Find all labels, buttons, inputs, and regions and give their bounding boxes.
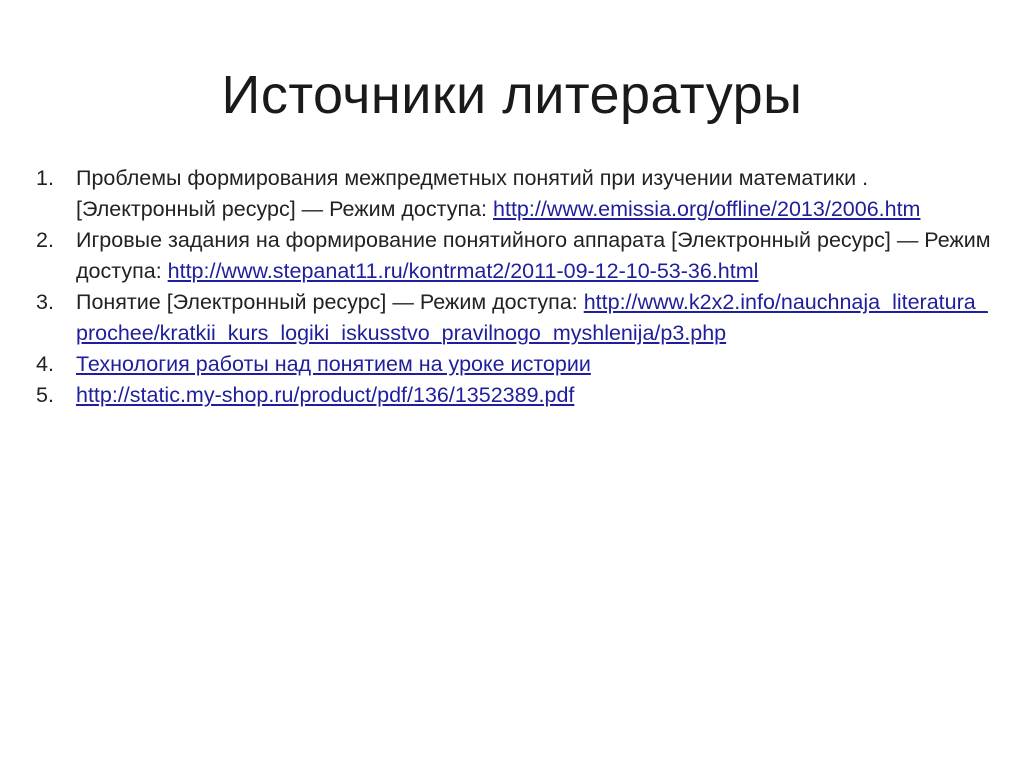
reference-body <box>76 349 996 380</box>
reference-number: 5. <box>36 383 54 407</box>
reference-number: 4. <box>36 352 54 376</box>
reference-body <box>76 287 996 349</box>
reference-body <box>76 163 996 225</box>
reference-item-3 <box>36 287 996 349</box>
reference-link[interactable]: http://www.k2x2.info/nauchnaja_literatura_prochee/kratkii_kurs_logiki_iskusstvo_pravilnogo_myshlenija/p3.php <box>76 290 988 345</box>
reference-item-5 <box>36 380 996 411</box>
reference-number: 2. <box>36 228 54 252</box>
reference-list <box>36 163 996 411</box>
slide-title: Источники литературы <box>221 65 803 125</box>
reference-text: Понятие [Электронный ресурс] — Режим доступа: <box>76 290 584 314</box>
reference-body <box>76 380 996 411</box>
reference-text: Игровые задания на формирование понятийного аппарата [Электронный ресурс] — Режим доступа: <box>76 228 991 283</box>
reference-item-1 <box>36 163 996 225</box>
reference-link[interactable]: http://www.emissia.org/offline/2013/2006.htm <box>493 197 921 221</box>
reference-number: 1. <box>36 166 54 190</box>
reference-item-2 <box>36 225 996 287</box>
reference-item-4 <box>36 349 996 380</box>
reference-body <box>76 225 996 287</box>
reference-number: 3. <box>36 290 54 314</box>
reference-link[interactable]: http://static.my-shop.ru/product/pdf/136/1352389.pdf <box>76 383 575 407</box>
reference-link[interactable]: http://www.stepanat11.ru/kontrmat2/2011-09-12-10-53-36.html <box>167 259 759 283</box>
reference-link[interactable]: Технология работы над понятием на уроке истории <box>76 352 591 376</box>
reference-text: Проблемы формирования межпредметных понятий при изучении математики . [Электронный ресурс] — Режим доступа: <box>76 166 869 221</box>
